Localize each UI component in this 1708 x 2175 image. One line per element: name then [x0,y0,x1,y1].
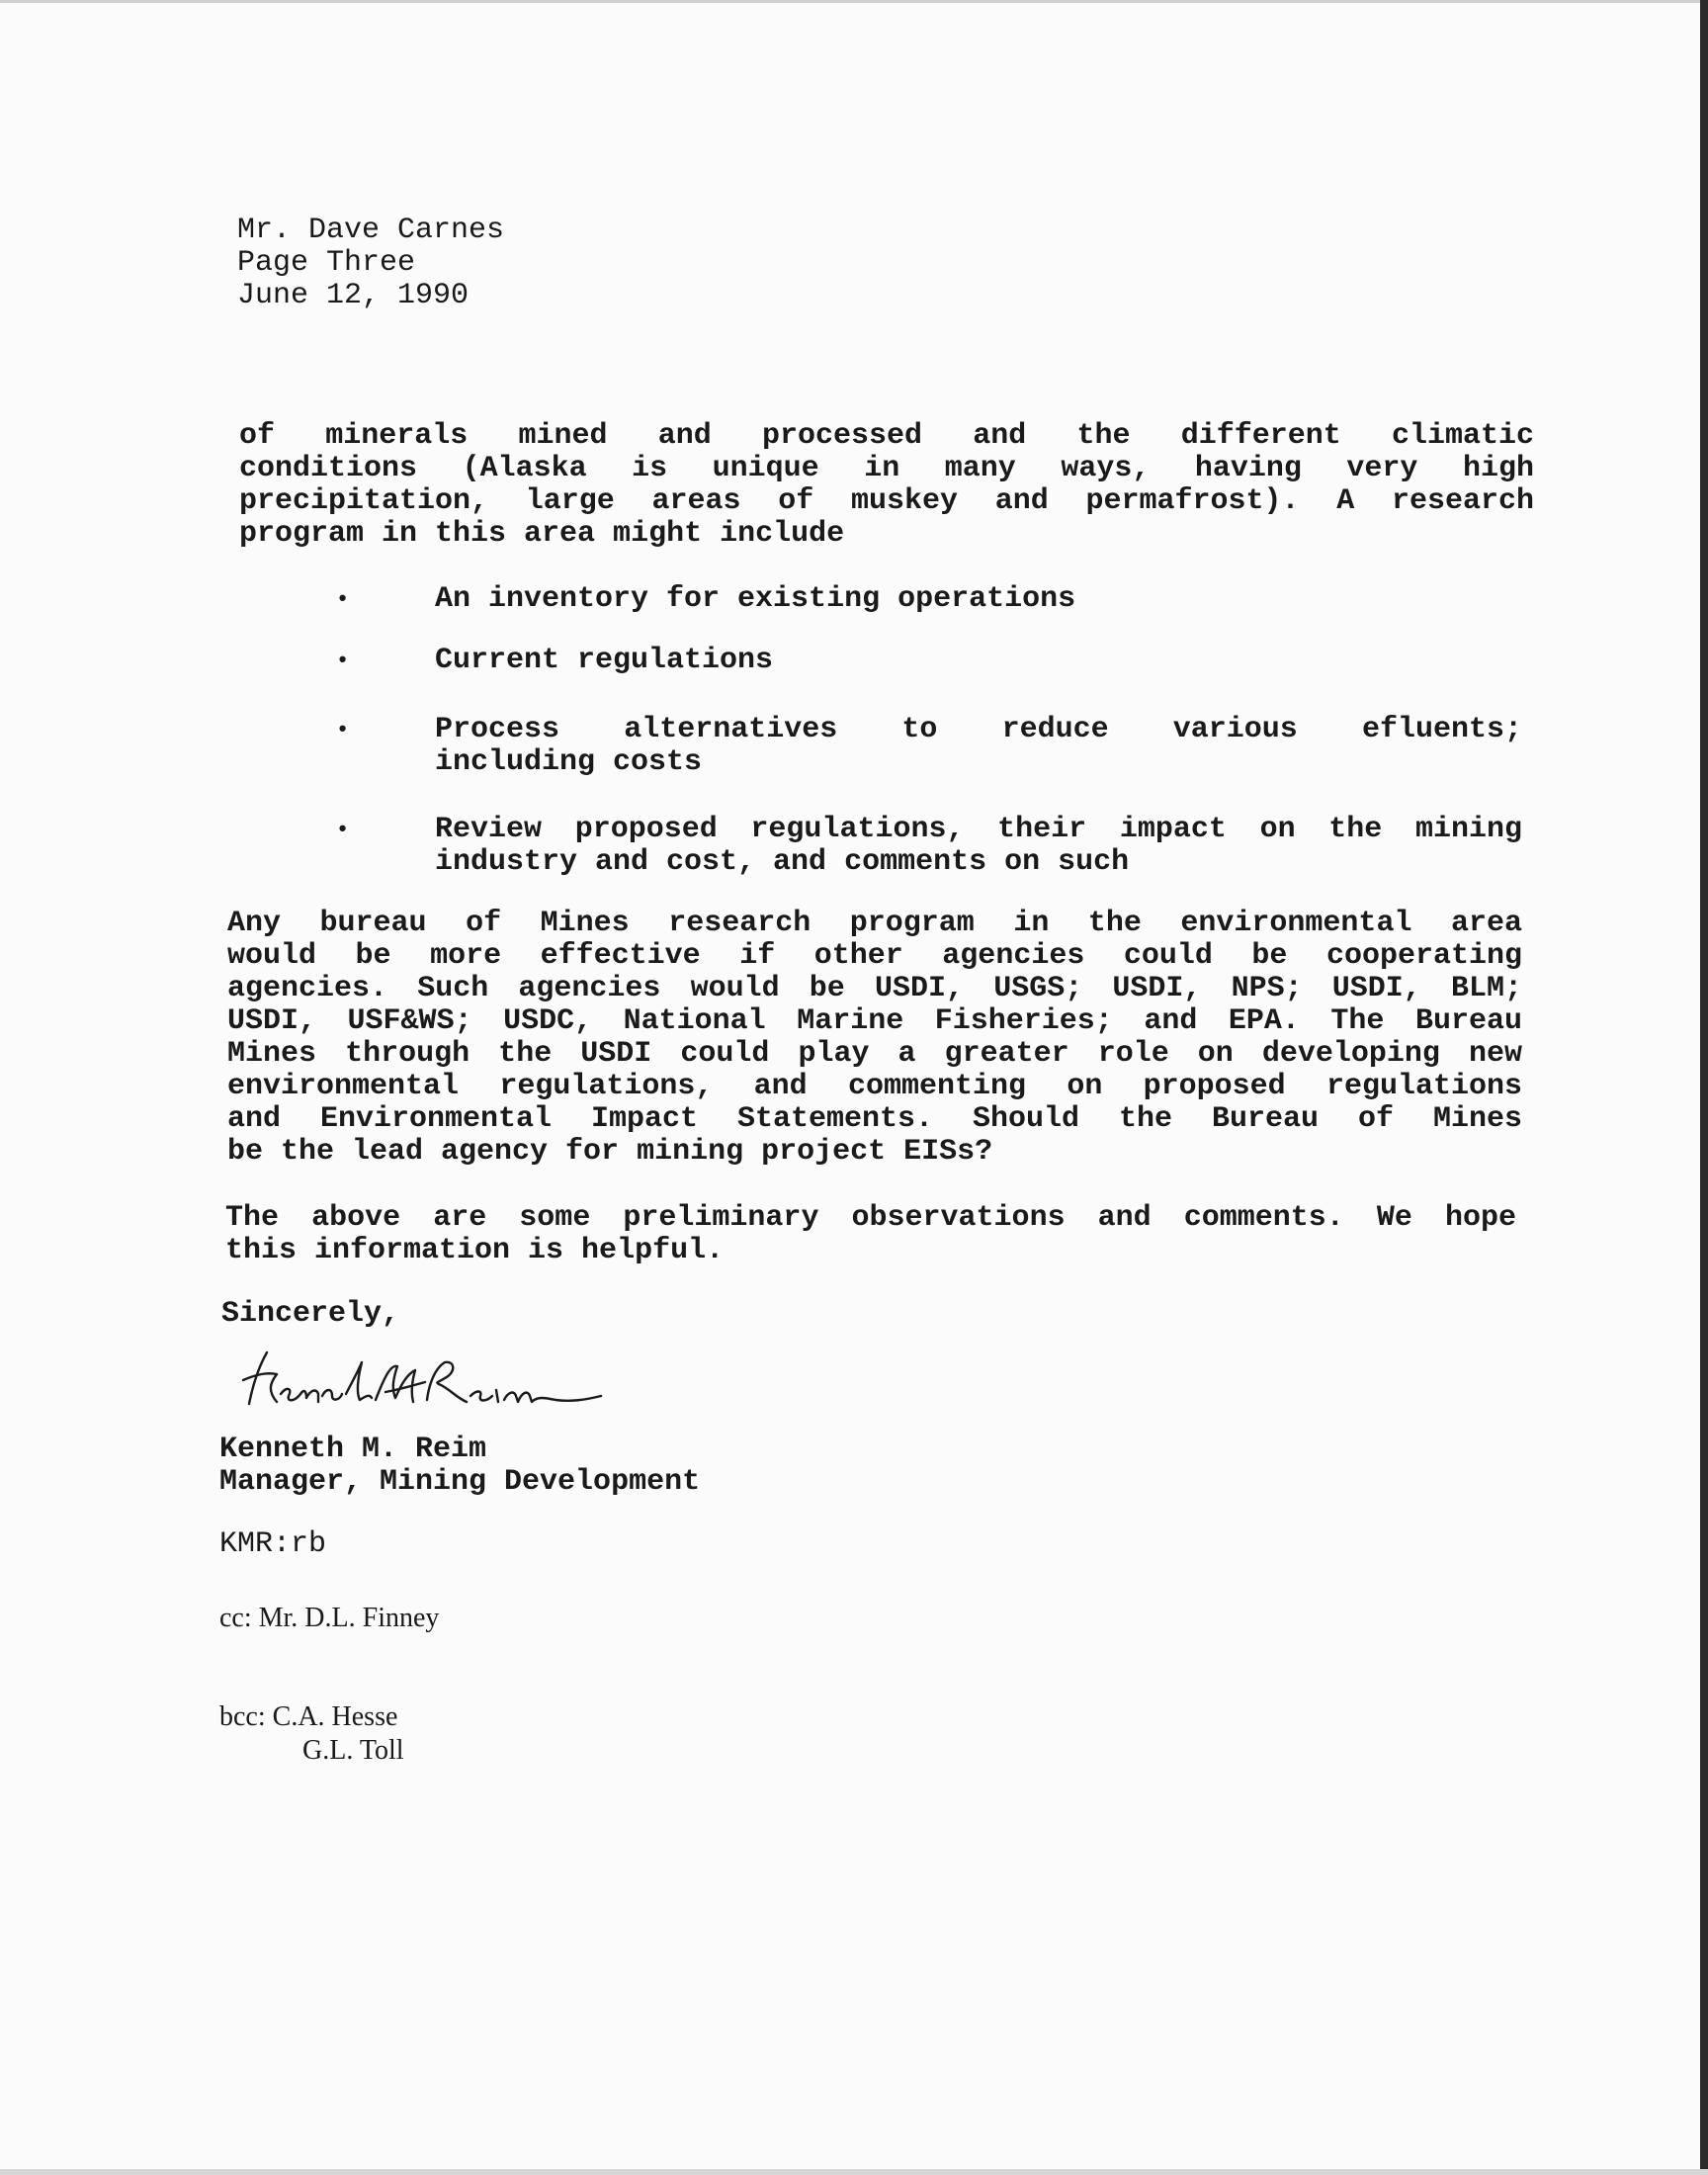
bullet-text: industry and cost, and comments on such [435,845,1130,879]
paragraph-line: Any bureau of Mines research program in the environmental area [227,907,1522,940]
paragraph-line: environmental regulations, and commenting on proposed regulations [227,1070,1522,1103]
paragraph-line: conditions (Alaska is unique in many ways, having very high [239,452,1534,485]
signer-name: Kenneth M. Reim [219,1433,487,1466]
bullet-text: including costs [435,745,703,779]
bullet-marker: • [336,818,350,842]
paragraph-line: agencies. Such agencies would be USDI, USGS; USDI, NPS; USDI, BLM; [227,972,1522,1005]
paragraph-line: The above are some preliminary observations and comments. We hope [225,1201,1516,1235]
bullet-text: Process alternatives to reduce various efluents; [435,713,1522,746]
bcc-recipient: G.L. Toll [302,1735,404,1766]
paragraph-line: be the lead agency for mining project EISs? [227,1135,993,1169]
bcc-first-row [219,1700,404,1734]
paragraph-observations [225,1202,1516,1267]
signer-block [219,1434,700,1499]
paragraph-line: this information is helpful. [225,1234,725,1267]
typist-initials: KMR:rb [219,1527,327,1561]
bullet-marker: • [336,649,350,673]
header-page-number: Page Three [237,246,416,280]
bullet-marker: • [336,718,350,742]
closing-salutation: Sincerely, [221,1297,400,1331]
scan-edge-right [1700,0,1708,2175]
paragraph-line: precipitation, large areas of muskey and permafrost). A research [239,484,1534,518]
bullet-text: Review proposed regulations, their impact on the mining [435,813,1522,846]
signer-title: Manager, Mining Development [219,1465,701,1499]
bcc-recipient: C.A. Hesse [272,1701,398,1732]
bullet-text: An inventory for existing operations [435,582,1076,616]
paragraph-minerals [239,420,1534,551]
bullet-text: Current regulations [435,644,774,677]
paragraph-line: Mines through the USDI could play a greater role on developing new [227,1037,1522,1071]
handwritten-signature [237,1345,613,1424]
bcc-second-row [219,1734,404,1768]
cc-line: cc: Mr. D.L. Finney [219,1603,440,1633]
bullet-marker: • [336,587,350,612]
paragraph-line: would be more effective if other agencies could be cooperating [227,939,1522,973]
paragraph-bureau-of-mines [227,908,1522,1169]
header-recipient: Mr. Dave Carnes [237,214,505,247]
paragraph-line: and Environmental Impact Statements. Should the Bureau of Mines [227,1102,1522,1136]
scan-edge-bottom [0,2169,1708,2175]
bcc-label: bcc: [219,1701,266,1732]
letter-header [237,215,1532,312]
paragraph-line: USDI, USF&WS; USDC, National Marine Fisheries; and EPA. The Bureau [227,1004,1522,1038]
scan-edge-top [0,0,1708,3]
paragraph-line: program in this area might include [239,517,845,551]
paragraph-line: of minerals mined and processed and the different climatic [239,419,1534,453]
header-date: June 12, 1990 [237,279,470,312]
bcc-block [219,1700,404,1768]
